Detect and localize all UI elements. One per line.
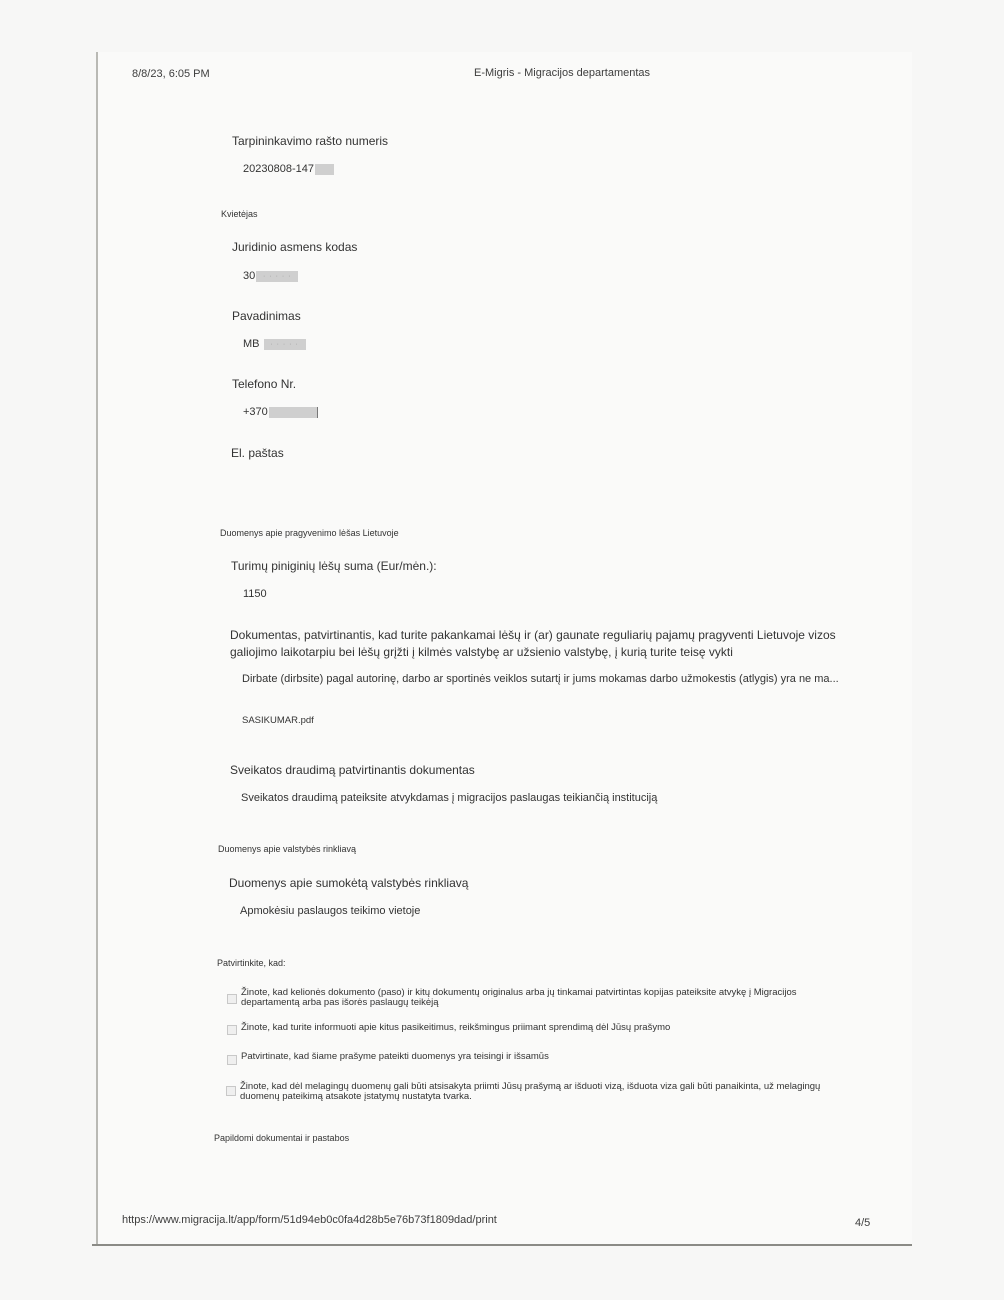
insurance-label: Sveikatos draudimą patvirtinantis dokumentas — [230, 763, 475, 777]
redaction-block: · · · · · — [256, 271, 298, 282]
print-date: 8/8/23, 6:05 PM — [132, 68, 210, 80]
confirm-text-2: Žinote, kad turite informuoti apie kitus pasikeitimus, reikšmingus priimant sprendimą dėl Jūsų prašymo — [241, 1022, 671, 1033]
insurance-value: Sveikatos draudimą pateiksite atvykdamas į migracijos paslaugas teikiančią instituciją — [241, 792, 658, 804]
attached-file-link[interactable]: SASIKUMAR.pdf — [242, 715, 314, 726]
company-name-value — [243, 338, 306, 350]
section-inviter: Kvietėjas — [221, 209, 258, 219]
confirm-text-3: Patvirtinate, kad šiame prašyme pateikti duomenys yra teisingi ir išsamūs — [241, 1051, 549, 1062]
confirm-text-1: Žinote, kad kelionės dokumento (paso) ir kitų dokumentų originalus arba jų tinkamai patvirtintas kopijas pateiksite atvykę į Migracijos departamentą arba pas išorės paslaugų teikėją — [241, 987, 797, 1008]
letter-number-text: 20230808-147 — [243, 163, 314, 175]
phone-value — [243, 406, 318, 418]
state-fee-label: Duomenys apie sumokėtą valstybės rinkliavą — [229, 876, 469, 890]
funds-sum-label: Turimų piniginių lėšų suma (Eur/mėn.): — [231, 559, 437, 573]
confirm-checkbox-3[interactable] — [227, 1055, 237, 1065]
print-url: https://www.migracija.lt/app/form/51d94eb0c0fa4d28b5e76b73f1809dad/print — [122, 1214, 497, 1226]
state-fee-value: Apmokėsiu paslaugos teikimo vietoje — [240, 905, 421, 917]
section-extra-documents: Papildomi dokumentai ir pastabos — [214, 1133, 350, 1143]
page-bottom-edge — [92, 1244, 912, 1246]
funds-document-value: Dirbate (dirbsite) pagal autorinę, darbo ar sportinės veiklos sutartį ir jums mokamas darbo užmokestis (atlygis) yra ne ma... — [242, 673, 839, 685]
confirm-text-4: Žinote, kad dėl melagingų duomenų gali būti atsisakyta priimti Jūsų prašymą ar išduoti vizą, išduota viza gali būti panaikinta, už melagingų duomenų pateikimą atsakote įstatymų nustatyta tvarka. — [240, 1081, 821, 1102]
page-number: 4/5 — [855, 1217, 871, 1229]
company-name-text: MB — [243, 338, 260, 350]
confirm-checkbox-2[interactable] — [227, 1025, 237, 1035]
funds-sum-value: 1150 — [243, 588, 267, 600]
email-label: El. paštas — [231, 446, 284, 460]
section-confirm: Patvirtinkite, kad: — [217, 958, 286, 968]
letter-number-value — [243, 163, 334, 175]
section-state-fee: Duomenys apie valstybės rinkliavą — [218, 844, 357, 854]
funds-document-label: Dokumentas, patvirtinantis, kad turite pakankamai lėšų ir (ar) gaunate reguliarių pajamų pragyventi Lietuvoje vizos galiojimo laikotarpiu bei lėšų grįžti į kilmės valstybę ar užsienio valstybę, į kurią turite teisę vykti — [230, 628, 836, 659]
print-title: E-Migris - Migracijos departamentas — [474, 67, 651, 79]
letter-number-label: Tarpininkavimo rašto numeris — [232, 134, 389, 148]
redaction-block: · · · · · — [264, 339, 306, 350]
legal-code-text: 30 — [243, 270, 256, 282]
confirm-checkbox-1[interactable] — [227, 994, 237, 1004]
phone-text: +370 — [243, 406, 268, 418]
legal-code-label: Juridinio asmens kodas — [232, 240, 358, 254]
phone-label: Telefono Nr. — [232, 377, 297, 391]
confirm-checkbox-4[interactable] — [226, 1086, 236, 1096]
redaction-block — [269, 407, 318, 418]
company-name-label: Pavadinimas — [232, 309, 301, 323]
section-funds: Duomenys apie pragyvenimo lėšas Lietuvoje — [220, 528, 399, 538]
legal-code-value — [243, 270, 298, 282]
redaction-block — [315, 164, 334, 175]
